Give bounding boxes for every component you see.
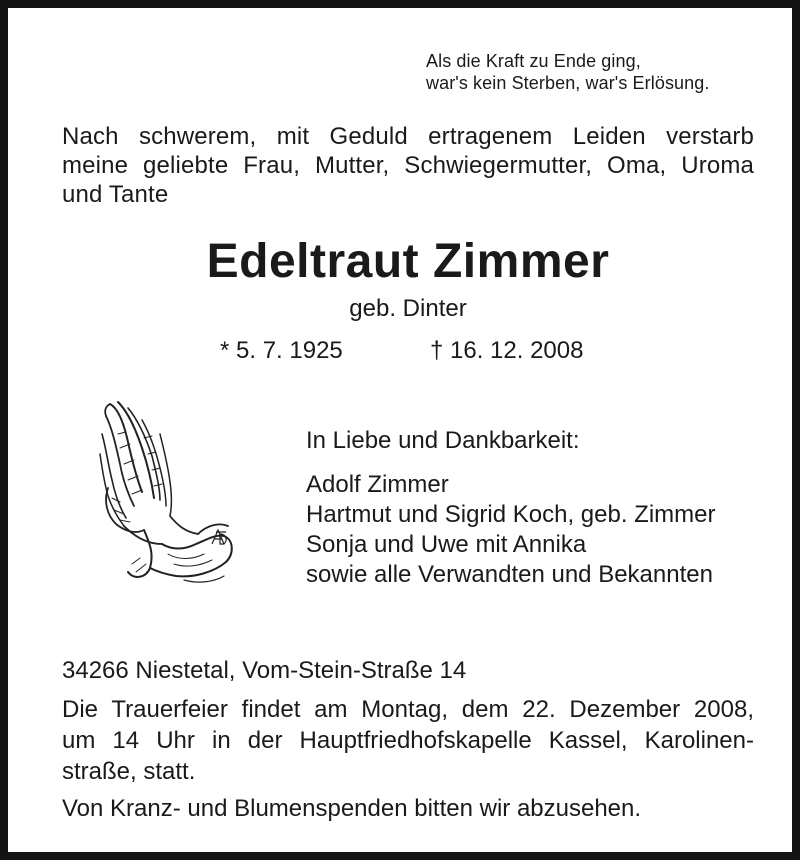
intro-line: meine geliebte Frau, Mutter, Schwiegermutter, Oma, Uroma: [62, 152, 754, 179]
service-line: um 14 Uhr in der Hauptfriedhofskapelle Kassel, Karolinen-: [62, 727, 754, 754]
mourners-heading: In Liebe und Dankbarkeit:: [306, 427, 580, 454]
mourners-block: [306, 426, 716, 590]
intro-line: Nach schwerem, mit Geduld ertragenem Leiden verstarb: [62, 123, 754, 150]
motto-line: war's kein Sterben, war's Erlösung.: [426, 73, 710, 93]
mourner-name: Sonja und Uwe mit Annika: [306, 531, 587, 558]
deceased-name: Edeltraut Zimmer: [206, 235, 610, 288]
maiden-name: geb. Dinter: [349, 295, 467, 322]
mourner-name: Adolf Zimmer: [306, 471, 449, 498]
service-line: straße, statt.: [62, 758, 196, 785]
funeral-service-text: [62, 694, 754, 787]
motto-line: Als die Kraft zu Ende ging,: [426, 51, 641, 71]
motto-verse: [426, 50, 710, 94]
service-line: Die Trauerfeier findet am Montag, dem 22. Dezember 2008,: [62, 696, 754, 723]
birth-date: * 5. 7. 1925: [220, 337, 343, 364]
mourning-address: 34266 Niestetal, Vom-Stein-Straße 14: [62, 657, 467, 684]
intro-line: und Tante: [62, 181, 169, 208]
mourner-name: sowie alle Verwandten und Bekannten: [306, 561, 713, 588]
death-date: † 16. 12. 2008: [430, 337, 584, 364]
intro-text: [62, 122, 754, 209]
praying-hands-icon: [88, 394, 248, 586]
flowers-note: Von Kranz- und Blumenspenden bitten wir abzusehen.: [62, 795, 642, 822]
mourner-name: Hartmut und Sigrid Koch, geb. Zimmer: [306, 501, 716, 528]
